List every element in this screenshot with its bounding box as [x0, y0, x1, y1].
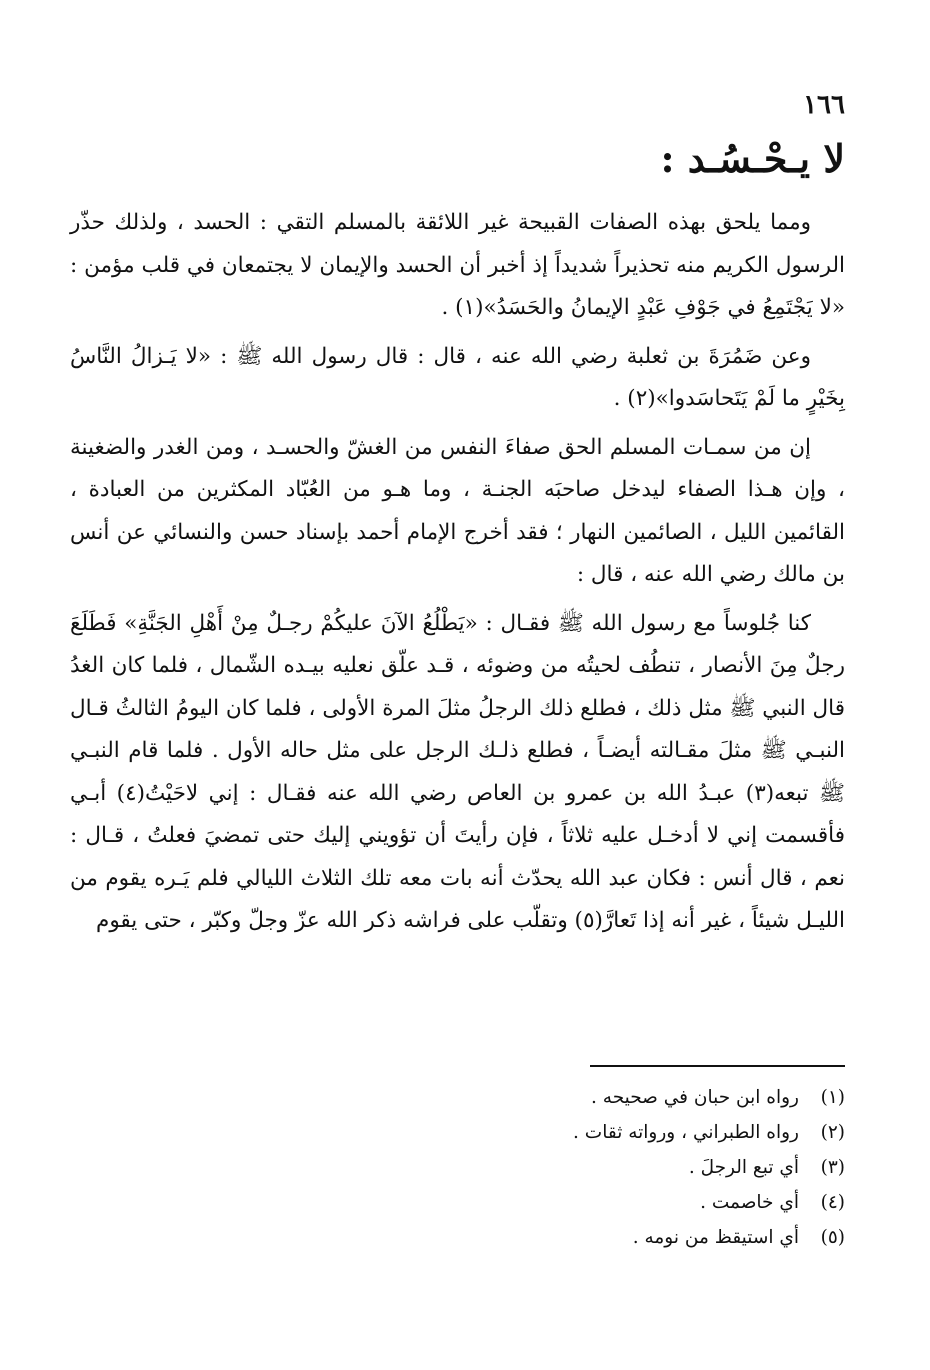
footnote-item — [70, 1082, 845, 1114]
paragraph-purity-of-soul: إن من سمـات المسلم الحق صفاءَ النفس من الغشّ والحسـد ، ومن الغدر والضغينة ، وإن هـذا الصفاء ليدخل صاحبَه الجنـة ، وما هـو من العُبّاد المكثرين من العبادة ، القائمين الليل ، الصائمين النهار ؛ فقد أخرج الإمام أحمد بإسناد حسن والنسائي عن أنس بن مالك رضي الله عنه ، قال : — [70, 434, 845, 587]
footnote-item — [70, 1117, 845, 1149]
body-text — [70, 202, 845, 949]
footnote-number: (٣) — [820, 1157, 845, 1178]
page-number: ١٦٦ — [803, 90, 845, 120]
paragraph-dhamra-hadith: وعن ضَمُرَةَ بن ثعلبة رضي الله عنه ، قال : قال رسول الله ﷺ : «لا يَـزالُ النَّاسُ بِخَيْرٍ ما لَمْ يَتَحاسَدوا»(٢) . — [70, 343, 845, 411]
footnote-text: أي خاصمت . — [700, 1192, 799, 1213]
footnote-text: أي تبع الرجلَ . — [688, 1157, 799, 1178]
footnote-number: (٢) — [820, 1122, 845, 1143]
paragraph-envy-intro: ومما يلحق بهذه الصفات القبيحة غير اللائقة بالمسلم التقي : الحسد ، ولذلك حذّر الرسول الكريم منه تحذيراً شديداً إذ أخبر أن الحسد والإيمان لا يجتمعان في قلب مؤمن : «لا يَجْتَمِعُ في جَوْفِ عَبْدٍ الإيمانُ والحَسَدُ»(١) . — [70, 210, 845, 320]
footnote-number: (١) — [820, 1087, 845, 1108]
paragraph-anas-narration: كنا جُلوساً مع رسول الله ﷺ فقـال : «يَطْلُعُ الآنَ عليكُمْ رجـلٌ مِنْ أَهْلِ الجَنَّةِ» فَطَلَعَ رجلٌ مِنَ الأنصار ، تنطُف لحيتُه من وضوئه ، قـد علّق نعليه بيـده الشّمال ، فلما كان الغدُ قال النبي ﷺ مثل ذلك ، فطلع ذلك الرجلُ مثلَ المرة الأولى ، فلما كان اليومُ الثالثُ قـال النبـي ﷺ مثلَ مقـالته أيضـاً ، فطلع ذلـك الرجل على مثل حاله الأول . فلما قام النبـي ﷺ تبعه(٣) عبـدُ الله بن عمرو بن العاص رضي الله عنه فقـال : إني لاحَيْتُ(٤) أبـي فأقسمت إني لا أدخـل عليه ثلاثاً ، فإن رأيتَ أن تؤويني إليك حتى تمضيَ فعلتُ ، قـال : نعم ، قال أنس : فكان عبد الله يحدّث أنه بات معه تلك الثلاث الليالي فلم يَـره يقوم من الليـل شيئاً ، غير أنه إذا تَعارَّ(٥) وتقلّب على فراشه ذكر الله عزّ وجلّ وكبّر ، حتى يقوم — [70, 610, 845, 933]
footnote-item — [70, 1152, 845, 1184]
footnote-divider — [590, 1065, 845, 1067]
footnote-number: (٥) — [820, 1227, 845, 1248]
book-page — [70, 80, 845, 1290]
footnote-number: (٤) — [820, 1192, 845, 1213]
footnote-item — [70, 1187, 845, 1219]
footnote-list — [70, 1082, 845, 1257]
footnote-text: أي استيقظ من نومه . — [632, 1227, 799, 1248]
section-heading: لا يـحْـسُـد : — [660, 136, 845, 181]
footnote-text: رواه الطبراني ، ورواته ثقات . — [573, 1122, 799, 1143]
footnote-item — [70, 1222, 845, 1254]
footnote-text: رواه ابن حبان في صحيحه . — [591, 1087, 799, 1108]
